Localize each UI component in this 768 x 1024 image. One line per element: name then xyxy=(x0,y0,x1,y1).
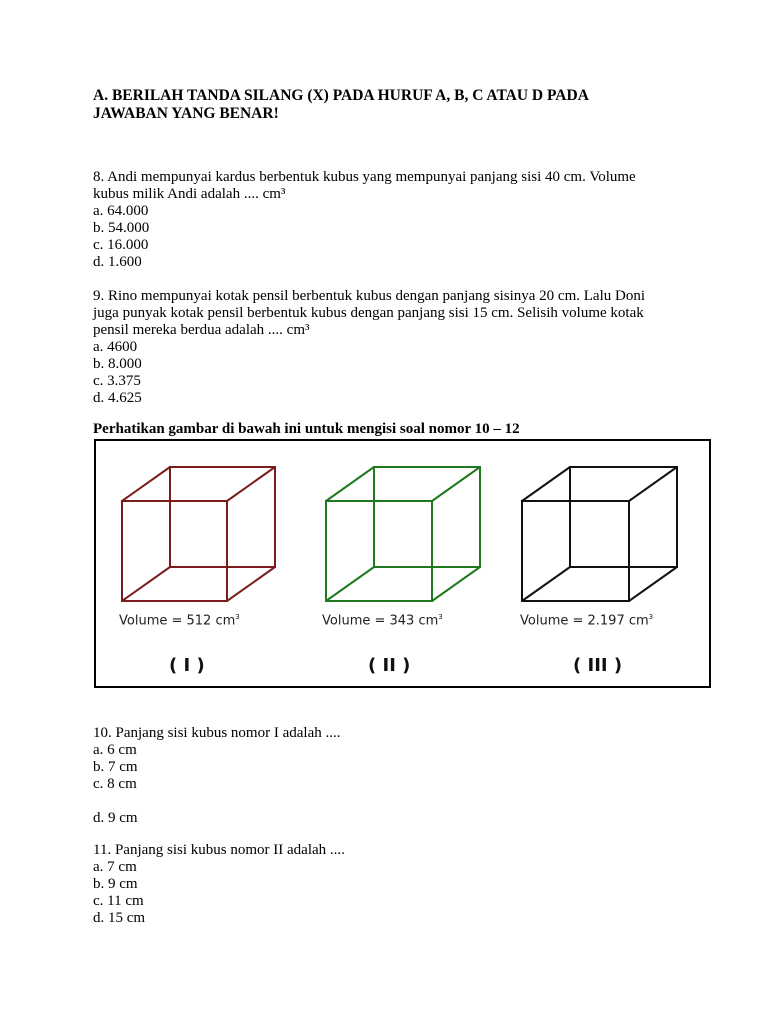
question-10-option-a: a. 6 cm xyxy=(93,742,137,758)
question-11-option-d: d. 15 cm xyxy=(93,910,146,926)
question-9-option-c: c. 3.375 xyxy=(93,373,141,389)
question-10-option-c: c. 8 cm xyxy=(93,776,137,792)
cube-iii-volume xyxy=(520,613,653,628)
cube-i-volume-text: Volume = 512 cm xyxy=(119,613,236,629)
question-10 xyxy=(93,725,683,827)
question-9-option-b: b. 8.000 xyxy=(93,356,142,372)
cube-ii-drawing xyxy=(326,467,480,601)
question-8-option-a: a. 64.000 xyxy=(93,203,149,219)
cube-figure-box xyxy=(94,439,711,688)
question-9-option-a: a. 4600 xyxy=(93,339,138,355)
cube-i-volume xyxy=(119,613,240,628)
question-9-line-1: 9. Rino mempunyai kotak pensil berbentuk kubus dengan panjang sisinya 20 cm. Lalu Doni xyxy=(93,288,645,304)
cube-ii-volume-exponent: 3 xyxy=(438,613,443,621)
question-8-line-1: 8. Andi mempunyai kardus berbentuk kubus yang mempunyai panjang sisi 40 cm. Volume xyxy=(93,169,636,185)
cube-ii-volume-text: Volume = 343 cm xyxy=(322,613,439,629)
cube-i-label: ( I ) xyxy=(169,655,205,676)
question-11-option-a: a. 7 cm xyxy=(93,859,137,875)
question-10-option-b: b. 7 cm xyxy=(93,759,138,775)
instruction-heading: A. BERILAH TANDA SILANG (X) PADA HURUF A, B, C ATAU D PADA JAWABAN YANG BENAR! xyxy=(93,87,589,122)
question-11-text: 11. Panjang sisi kubus nomor II adalah .... xyxy=(93,842,345,858)
cube-iii-label: ( III ) xyxy=(573,655,623,676)
question-9-option-d: d. 4.625 xyxy=(93,390,142,406)
cube-ii-label: ( II ) xyxy=(368,655,411,676)
question-11-option-b: b. 9 cm xyxy=(93,876,138,892)
question-10-option-d: d. 9 cm xyxy=(93,810,138,826)
blank-line xyxy=(93,793,683,810)
question-8-option-b: b. 54.000 xyxy=(93,220,150,236)
cube-ii-volume xyxy=(322,613,443,628)
question-8-line-2: kubus milik Andi adalah .... cm³ xyxy=(93,186,286,202)
question-9-line-3: pensil mereka berdua adalah .... cm³ xyxy=(93,322,310,338)
question-9 xyxy=(93,288,683,407)
question-8 xyxy=(93,169,683,271)
figure-instruction: Perhatikan gambar di bawah ini untuk mengisi soal nomor 10 – 12 xyxy=(93,421,520,437)
cube-figure xyxy=(96,441,713,690)
cube-iii-volume-text: Volume = 2.197 cm xyxy=(520,613,649,629)
question-8-option-d: d. 1.600 xyxy=(93,254,142,270)
cube-i-volume-exponent: 3 xyxy=(235,613,240,621)
question-10-text: 10. Panjang sisi kubus nomor I adalah .... xyxy=(93,725,341,741)
cube-iii-volume-exponent: 3 xyxy=(648,613,654,621)
question-11 xyxy=(93,842,683,927)
cube-i-drawing xyxy=(122,467,275,601)
question-8-option-c: c. 16.000 xyxy=(93,237,149,253)
question-9-line-2: juga punyak kotak pensil berbentuk kubus dengan panjang sisi 15 cm. Selisih volume kotak xyxy=(93,305,644,321)
cube-iii-drawing xyxy=(522,467,677,601)
question-11-option-c: c. 11 cm xyxy=(93,893,144,909)
